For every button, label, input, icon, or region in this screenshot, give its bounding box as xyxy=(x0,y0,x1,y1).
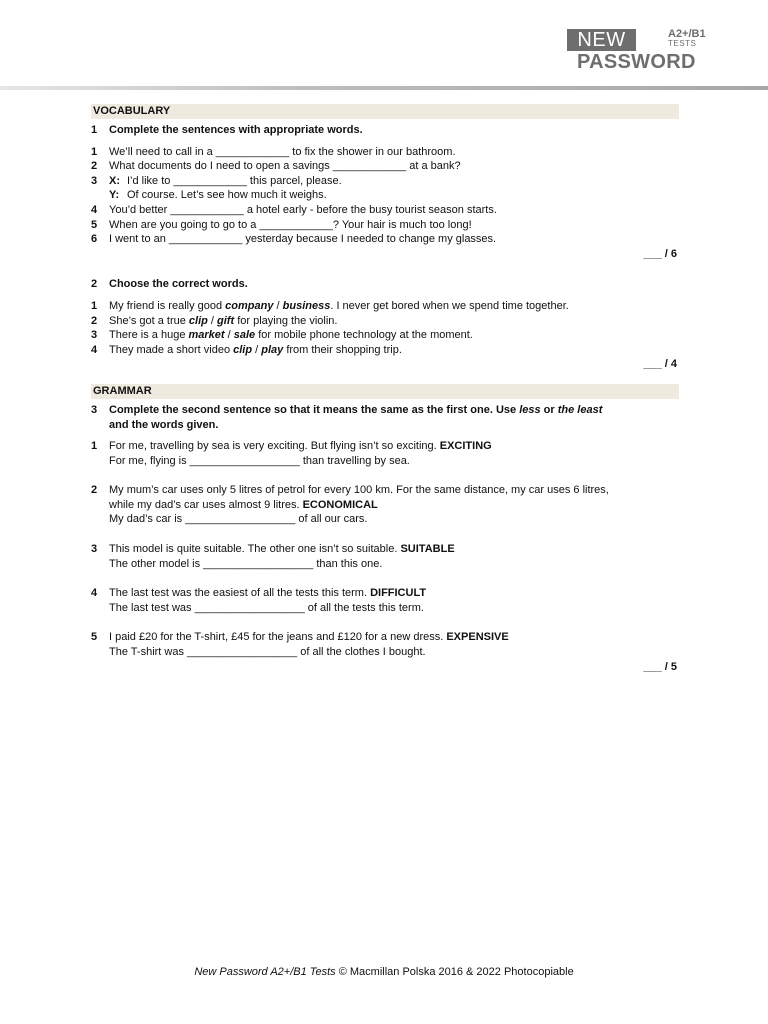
exercise-1-instruction xyxy=(91,123,679,138)
item-text: She’s got a true xyxy=(109,314,189,327)
keyword: ECONOMICAL xyxy=(302,498,378,511)
keyword: EXCITING xyxy=(439,440,492,453)
list-item xyxy=(91,174,679,189)
list-item xyxy=(91,542,679,571)
item-number: 3 xyxy=(91,543,98,556)
item-text: They made a short video xyxy=(109,343,234,356)
list-item xyxy=(91,299,679,314)
item-number: 3 xyxy=(91,174,98,187)
item-number: 4 xyxy=(91,203,98,216)
publisher-logo xyxy=(567,29,707,73)
item-text: for playing the violin. xyxy=(234,314,338,327)
exercise-1 xyxy=(91,123,679,261)
list-item xyxy=(91,483,679,527)
item-number: 1 xyxy=(91,299,98,312)
answer-line[interactable]: My dad’s car is __________________ of all our cars. xyxy=(109,513,368,526)
exercise-3-instruction xyxy=(91,403,679,432)
list-item xyxy=(91,343,679,358)
item-text: I’d like to ____________ this parcel, please. xyxy=(127,174,342,187)
keyword: EXPENSIVE xyxy=(446,631,509,644)
logo-password-text: PASSWORD xyxy=(577,51,696,73)
item-text: The last test was the easiest of all the tests this term. xyxy=(109,587,371,600)
item-text: What documents do I need to open a savings ____________ at a bank? xyxy=(109,160,461,173)
item-text: I paid £20 for the T-shirt, £45 for the jeans and £120 for a new dress. xyxy=(109,631,447,644)
exercise-number: 3 xyxy=(91,403,98,416)
option-separator: / xyxy=(252,343,262,356)
option-a[interactable]: company xyxy=(225,299,274,312)
item-number: 5 xyxy=(91,631,98,644)
exercise-number: 1 xyxy=(91,124,98,136)
item-text: This model is quite suitable. The other one isn’t so suitable. xyxy=(109,543,401,556)
option-a[interactable]: clip xyxy=(233,343,253,356)
item-number: 1 xyxy=(91,440,98,453)
grammar-section-title: GRAMMAR xyxy=(91,384,679,399)
logo-new-text: NEW xyxy=(567,29,636,51)
item-number: 2 xyxy=(91,314,98,327)
option-a[interactable]: clip xyxy=(188,314,208,327)
keyword: DIFFICULT xyxy=(370,587,427,600)
score-box: ___ / 6 xyxy=(643,247,677,260)
item-text: . I never get bored when we spend time together. xyxy=(330,299,569,312)
list-item xyxy=(91,328,679,343)
exercise-2-instruction xyxy=(91,277,679,292)
speaker-label: Y: xyxy=(109,189,120,202)
footer-title: New Password A2+/B1 Tests xyxy=(194,966,336,978)
item-text: while my dad’s car uses almost 9 litres. xyxy=(109,498,303,511)
item-number: 5 xyxy=(91,218,98,231)
item-number: 1 xyxy=(91,145,98,158)
item-text: I went to an ____________ yesterday because I needed to change my glasses. xyxy=(109,233,497,246)
instruction-text: Complete the second sentence so that it means the same as the first one. Use xyxy=(109,403,520,416)
header-divider xyxy=(0,86,768,90)
option-separator: / xyxy=(207,314,218,327)
answer-line[interactable]: The T-shirt was __________________ of all the clothes I bought. xyxy=(109,646,426,659)
option-b[interactable]: gift xyxy=(217,314,235,327)
list-item xyxy=(91,314,679,329)
keyword-less: less xyxy=(519,403,541,416)
score-box: ___ / 5 xyxy=(643,660,677,673)
item-text: For me, travelling by sea is very exciting. But flying isn’t so exciting. xyxy=(109,440,440,453)
answer-line[interactable]: The other model is __________________ than this one. xyxy=(109,557,383,570)
page-footer xyxy=(0,966,768,978)
item-text: My mum’s car uses only 5 litres of petrol for every 100 km. For the same distance, my car uses 6 litres, xyxy=(109,484,609,497)
list-item xyxy=(91,159,679,174)
item-text: We’ll need to call in a ____________ to fix the shower in our bathroom. xyxy=(109,145,456,158)
instruction-text: Choose the correct words. xyxy=(109,278,248,291)
item-text: You’d better ____________ a hotel early - before the busy tourist season starts. xyxy=(109,203,497,216)
list-item xyxy=(91,203,679,218)
list-item xyxy=(91,145,679,160)
list-item xyxy=(91,630,679,659)
instruction-text: Complete the sentences with appropriate words. xyxy=(109,124,363,136)
instruction-text: or xyxy=(540,403,558,416)
option-separator: / xyxy=(273,299,283,312)
answer-line[interactable]: For me, flying is __________________ than travelling by sea. xyxy=(109,454,410,467)
logo-tests-text: TESTS xyxy=(668,39,697,48)
exercise-3 xyxy=(91,403,679,674)
list-item xyxy=(91,218,679,233)
option-separator: / xyxy=(224,329,234,342)
item-text: for mobile phone technology at the moment. xyxy=(255,329,473,342)
item-number: 4 xyxy=(91,343,98,356)
list-item xyxy=(91,439,679,468)
option-b[interactable]: business xyxy=(282,299,331,312)
option-a[interactable]: market xyxy=(188,329,225,342)
item-text: There is a huge xyxy=(109,329,189,342)
item-number: 4 xyxy=(91,587,98,600)
score-box: ___ / 4 xyxy=(643,358,677,371)
speaker-label: X: xyxy=(109,174,120,187)
instruction-text: and the words given. xyxy=(109,418,219,431)
item-text: from their shopping trip. xyxy=(283,343,402,356)
item-number: 3 xyxy=(91,329,98,342)
vocabulary-section-title: VOCABULARY xyxy=(91,104,679,119)
exercise-2 xyxy=(91,277,679,372)
list-item xyxy=(91,232,679,247)
keyword-the-least: the least xyxy=(557,403,603,416)
logo-level-text: A2+/B1 xyxy=(668,28,706,40)
option-b[interactable]: play xyxy=(261,343,284,356)
option-b[interactable]: sale xyxy=(233,329,256,342)
item-number: 6 xyxy=(91,233,98,246)
item-text: Of course. Let’s see how much it weighs. xyxy=(127,189,327,202)
list-item xyxy=(91,586,679,615)
item-number xyxy=(91,188,109,203)
item-number: 2 xyxy=(91,160,98,173)
worksheet-content xyxy=(91,104,679,674)
keyword: SUITABLE xyxy=(400,543,455,556)
item-text: When are you going to go to a ____________? Your hair is much too long! xyxy=(109,218,472,231)
item-text: My friend is really good xyxy=(109,299,226,312)
list-item xyxy=(91,188,679,203)
exercise-number: 2 xyxy=(91,278,98,291)
footer-copyright: © Macmillan Polska 2016 & 2022 Photocopiable xyxy=(335,966,574,978)
item-number: 2 xyxy=(91,484,98,497)
answer-line[interactable]: The last test was __________________ of all the tests this term. xyxy=(109,601,424,614)
